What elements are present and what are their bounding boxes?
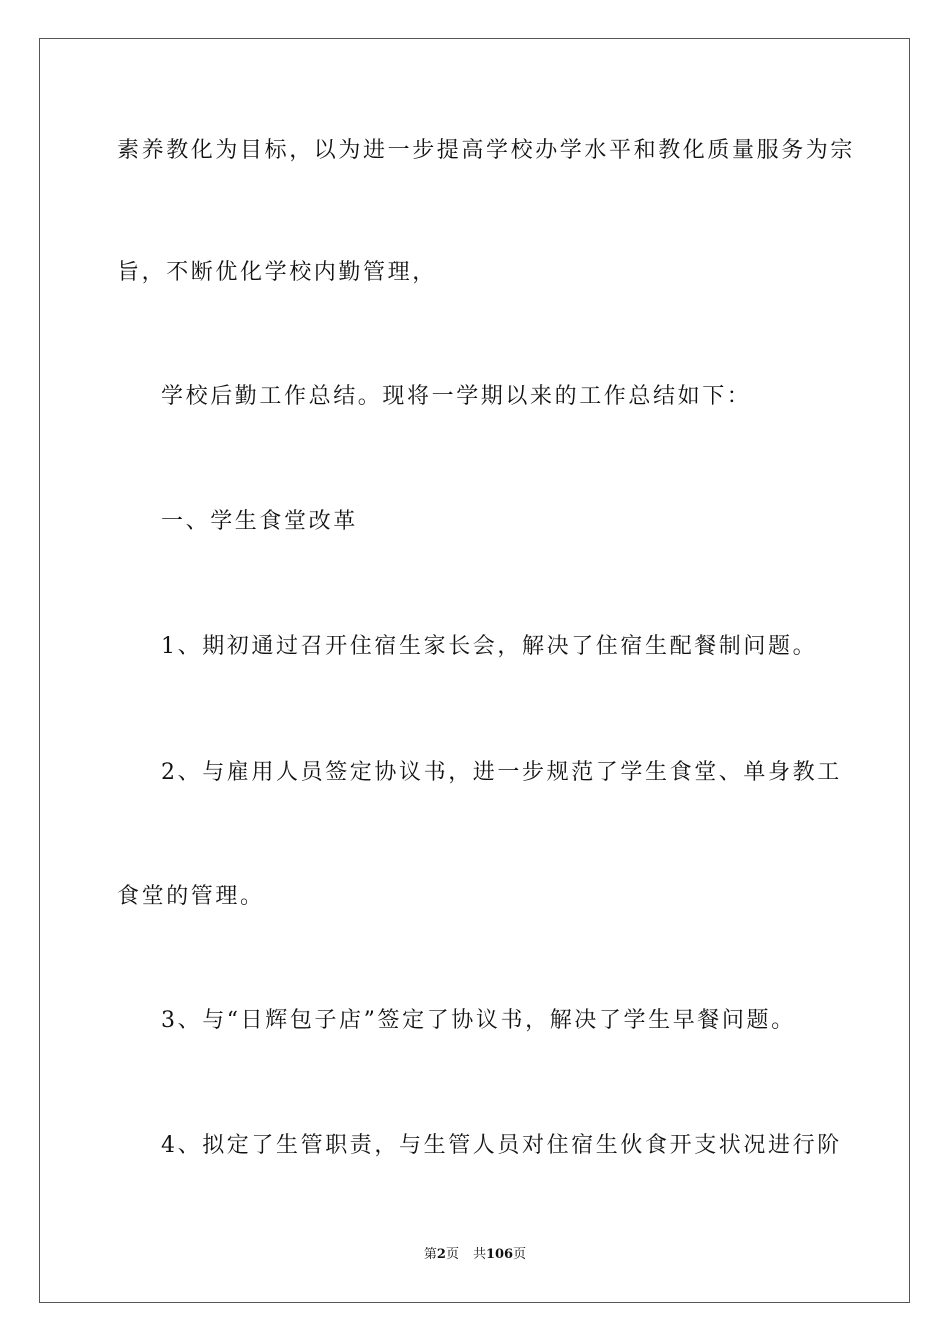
list-item-2-continued: 食堂的管理。 [117, 884, 265, 909]
section-heading: 一、学生食堂改革 [161, 509, 358, 534]
footer-total-prefix: 共 [472, 1247, 486, 1262]
footer-page-suffix: 页 [445, 1247, 459, 1262]
list-item-3: 3、与“日辉包子店”签定了协议书，解决了学生早餐问题。 [161, 1008, 796, 1033]
footer-page-prefix: 第 [423, 1247, 437, 1262]
paragraph-line-1: 素养教化为目标，以为进一步提高学校办学水平和教化质量服务为宗 [117, 138, 856, 163]
page-footer [0, 1246, 950, 1264]
list-item-4: 4、拟定了生管职责，与生管人员对住宿生伙食开支状况进行阶 [161, 1133, 842, 1158]
paragraph-line-3: 学校后勤工作总结。现将一学期以来的工作总结如下： [161, 384, 752, 409]
footer-page-number: 2 [436, 1247, 446, 1262]
list-item-2: 2、与雇用人员签定协议书，进一步规范了学生食堂、单身教工 [161, 760, 842, 785]
paragraph-line-2: 旨，不断优化学校内勤管理， [117, 260, 437, 285]
page-border [39, 38, 910, 1303]
footer-total-suffix: 页 [513, 1247, 527, 1262]
footer-total-number: 106 [485, 1247, 514, 1262]
list-item-1: 1、期初通过召开住宿生家长会，解决了住宿生配餐制问题。 [161, 634, 818, 659]
